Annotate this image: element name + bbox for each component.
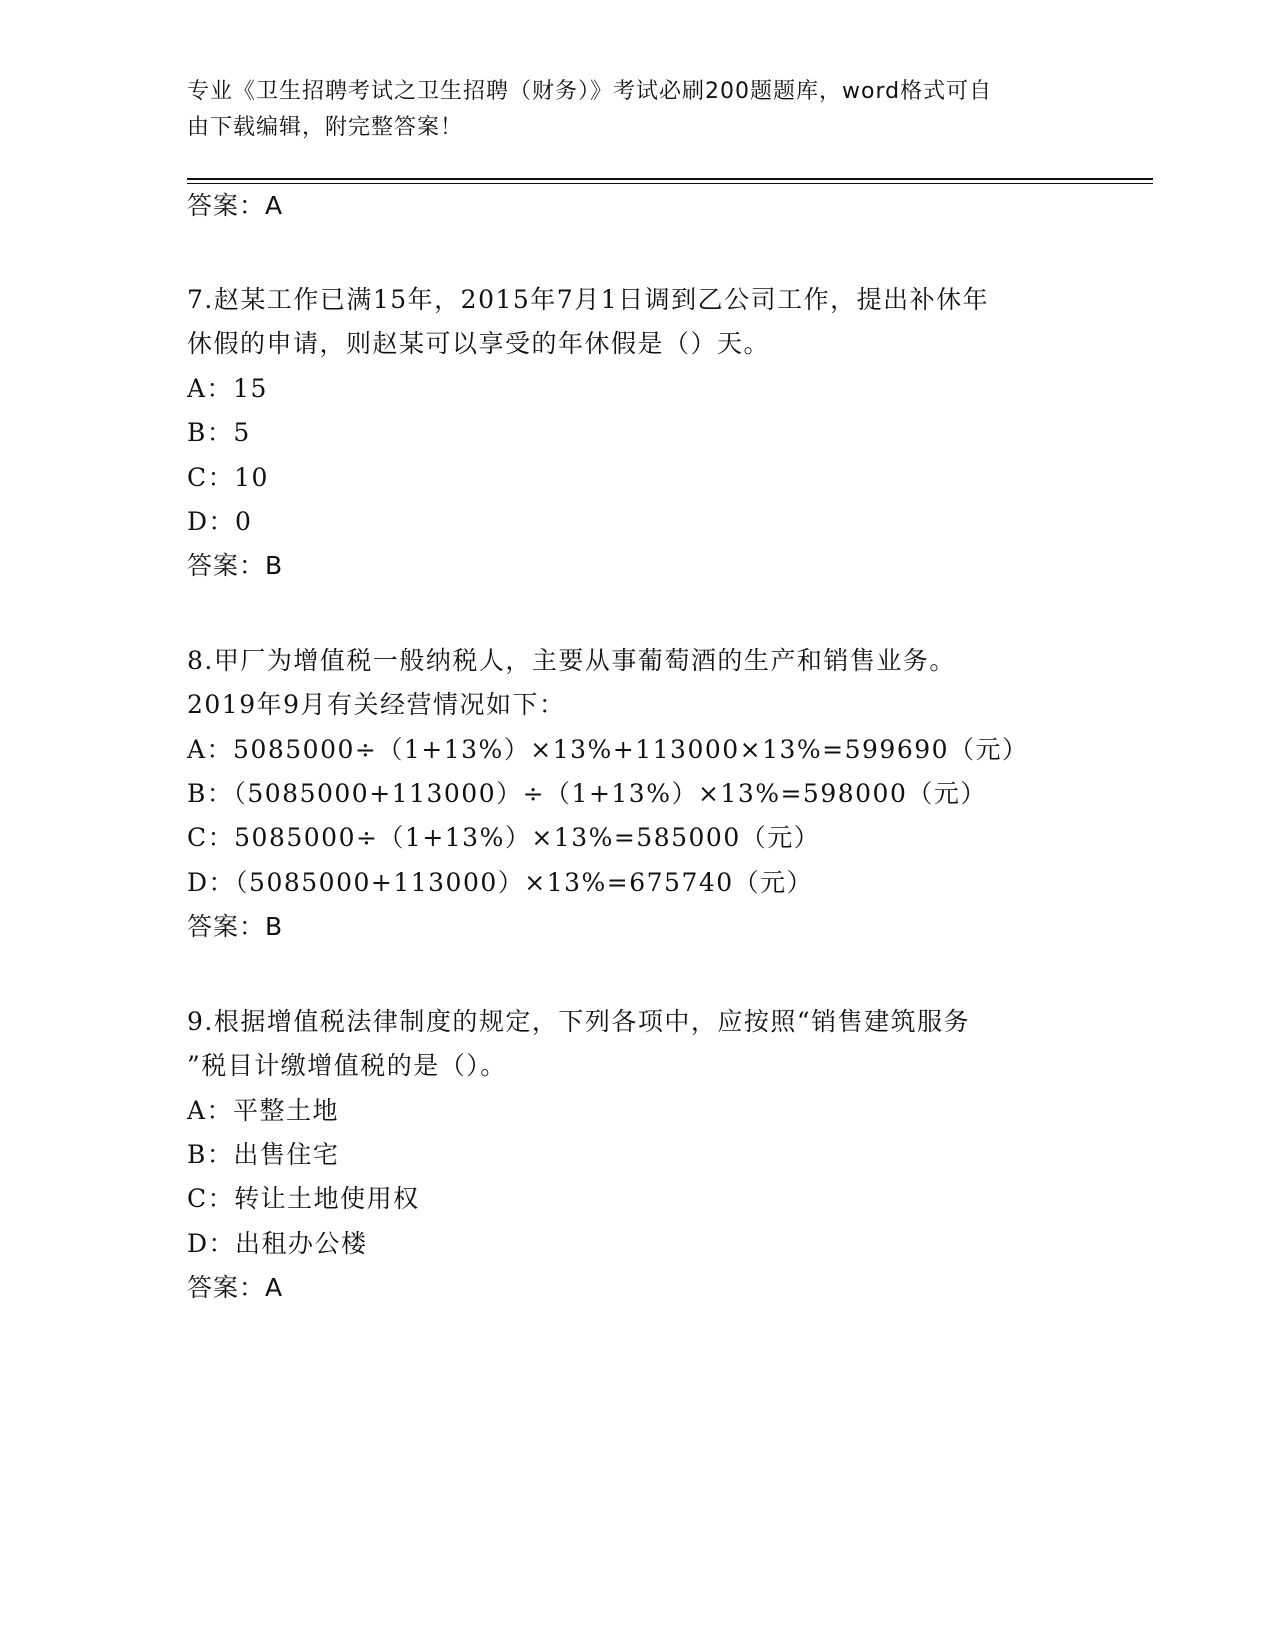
q8-option-a: A：5085000÷（1+13%）×13%+113000×13%=599690（元） bbox=[187, 735, 1029, 764]
q8-answer: 答案：B bbox=[187, 912, 284, 941]
document-header bbox=[187, 74, 1077, 146]
q9-option-a: A：平整土地 bbox=[187, 1096, 340, 1125]
q9-option-d: D：出租办公楼 bbox=[187, 1229, 368, 1258]
header-divider-thin bbox=[187, 183, 1153, 184]
q8-stem-line-1: 8.甲厂为增值税一般纳税人，主要从事葡萄酒的生产和销售业务。 bbox=[187, 646, 956, 675]
header-line-2: 由下载编辑，附完整答案！ bbox=[187, 115, 464, 140]
q9-option-b: B：出售住宅 bbox=[187, 1140, 340, 1169]
q7-option-a: A：15 bbox=[187, 374, 268, 403]
q7-option-d: D：0 bbox=[187, 507, 253, 536]
q8-option-d: D：（5085000+113000）×13%=675740（元） bbox=[187, 868, 814, 897]
q7-stem-line-2: 休假的申请，则赵某可以享受的年休假是（）天。 bbox=[187, 329, 771, 358]
q7-answer: 答案：B bbox=[187, 551, 284, 580]
q9-option-c: C：转让土地使用权 bbox=[187, 1184, 420, 1213]
q8-stem-line-2: 2019年9月有关经营情况如下： bbox=[187, 690, 566, 719]
header-line-1: 专业《卫生招聘考试之卫生招聘（财务）》考试必刷200题题库，word格式可自 bbox=[187, 79, 993, 104]
q8-option-b: B：（5085000+113000）÷（1+13%）×13%=598000（元） bbox=[187, 779, 987, 808]
q9-stem-line-2: ”税目计缴增值税的是（）。 bbox=[187, 1051, 507, 1080]
q7-option-c: C：10 bbox=[187, 463, 269, 492]
q8-option-c: C：5085000÷（1+13%）×13%=585000（元） bbox=[187, 823, 821, 852]
q9-stem-line-1: 9.根据增值税法律制度的规定，下列各项中，应按照“销售建筑服务 bbox=[187, 1007, 971, 1036]
q7-option-b: B：5 bbox=[187, 418, 251, 447]
header-divider-thick bbox=[187, 178, 1153, 180]
q9-answer: 答案：A bbox=[187, 1273, 284, 1302]
previous-question-answer: 答案：A bbox=[187, 191, 284, 220]
q7-stem-line-1: 7.赵某工作已满15年，2015年7月1日调到乙公司工作，提出补休年 bbox=[187, 285, 990, 314]
